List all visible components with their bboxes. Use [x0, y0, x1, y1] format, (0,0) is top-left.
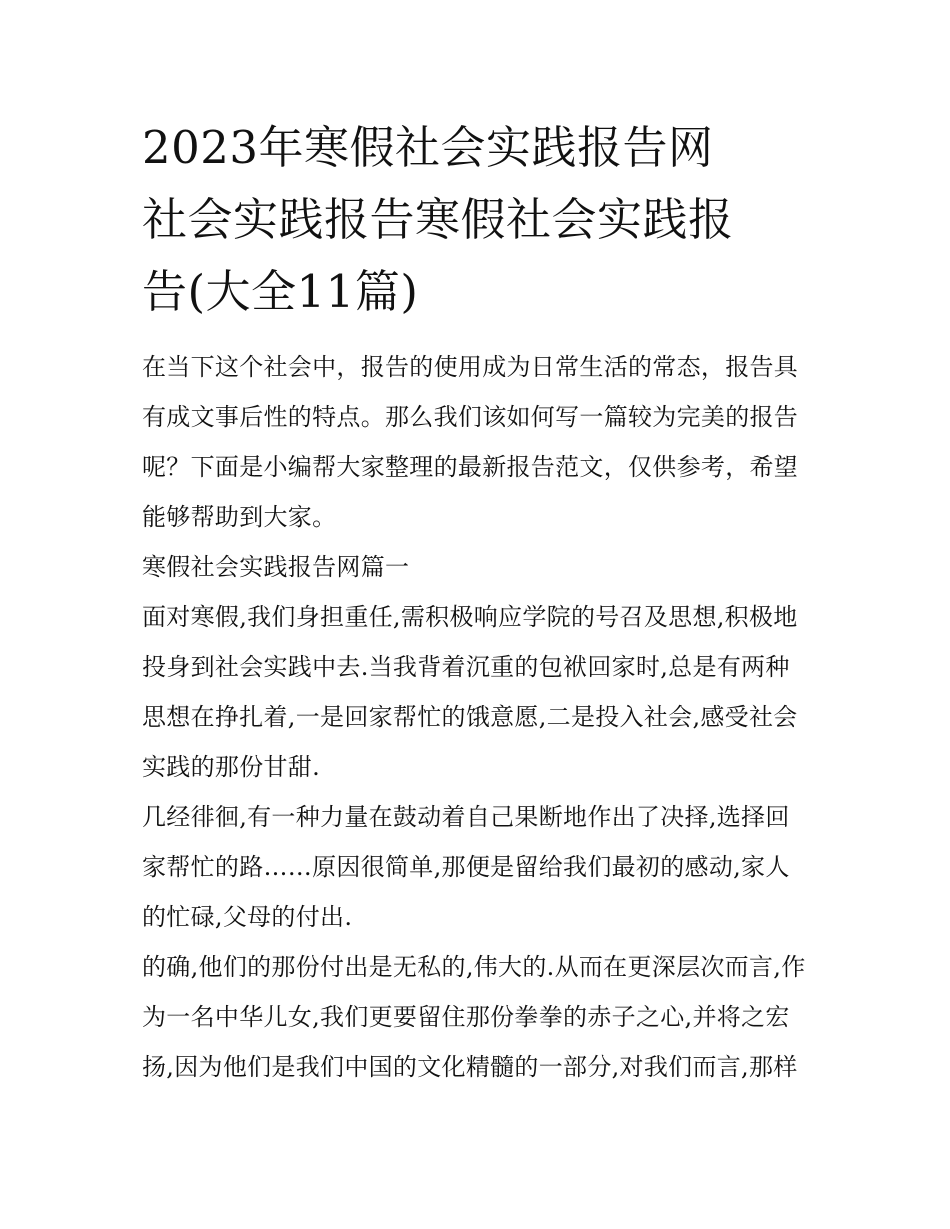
text-line: 能够帮助到大家。 [142, 503, 337, 531]
text-line: 几经徘徊,有一种力量在鼓动着自己果断地作出了决择,选择回 [142, 803, 790, 831]
text-line: 呢？下面是小编帮大家整理的最新报告范文，仅供参考，希望 [142, 453, 799, 481]
body-paragraph-3 [142, 942, 812, 1092]
text-line: 为一名中华儿女,我们更要留住那份拳拳的赤子之心,并将之宏 [142, 1003, 790, 1031]
body-paragraph-2 [142, 792, 812, 942]
text-line: 家帮忙的路……原因很简单,那便是留给我们最初的感动,家人 [142, 853, 790, 881]
text-line: 在当下这个社会中，报告的使用成为日常生活的常态，报告具 [142, 353, 799, 381]
text-line: 思想在挣扎着,一是回家帮忙的饿意愿,二是投入社会,感受社会 [142, 703, 798, 731]
text-line: 的确,他们的那份付出是无私的,伟大的.从而在更深层次而言,作 [142, 953, 806, 981]
title-line: 2023年寒假社会实践报告网 [142, 121, 714, 174]
text-line: 面对寒假,我们身担重任,需积极响应学院的号召及思想,积极地 [142, 603, 798, 631]
text-line: 有成文事后性的特点。那么我们该如何写一篇较为完美的报告 [142, 403, 799, 431]
title-line: 社会实践报告寒假社会实践报 [142, 193, 734, 246]
intro-paragraph [142, 342, 812, 542]
body-paragraph-1 [142, 592, 812, 792]
section-heading: 寒假社会实践报告网篇一 [142, 553, 410, 581]
document-title [142, 112, 822, 328]
title-line: 告(大全11篇) [142, 265, 419, 318]
text-line: 扬,因为他们是我们中国的文化精髓的一部分,对我们而言,那样 [142, 1053, 798, 1081]
text-line: 投身到社会实践中去.当我背着沉重的包袱回家时,总是有两种 [142, 653, 790, 681]
text-line: 实践的那份甘甜. [142, 753, 321, 781]
text-line: 的忙碌,父母的付出. [142, 903, 353, 931]
